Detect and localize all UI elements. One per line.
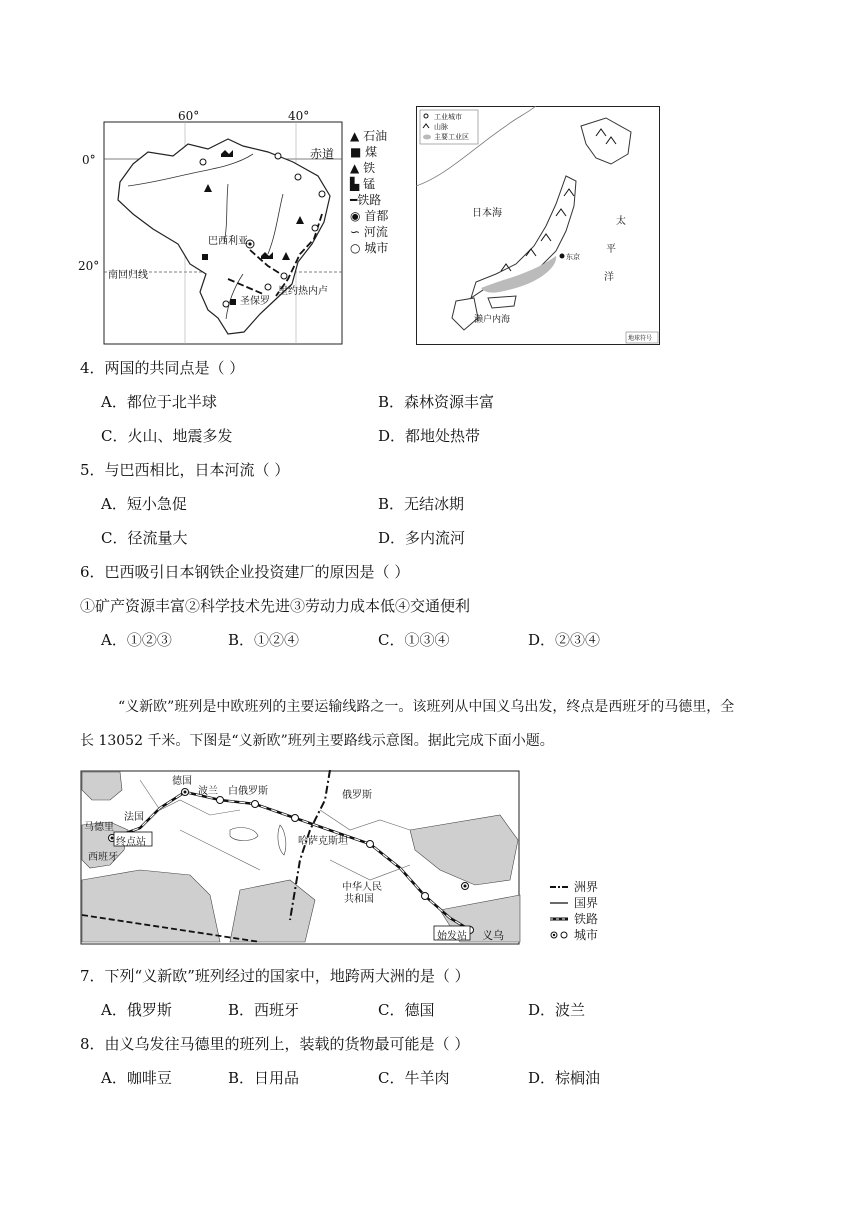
japan-legend-city: 工业城市 [434, 113, 462, 121]
q6-option-a[interactable]: A．①②③ [101, 631, 172, 649]
q7-option-c[interactable]: C．德国 [378, 1001, 435, 1019]
spain-label: 西班牙 [88, 852, 118, 863]
q8-option-c[interactable]: C．牛羊肉 [378, 1069, 450, 1087]
russia-label: 俄罗斯 [342, 790, 372, 801]
route-map [80, 770, 610, 948]
legend-capital [350, 208, 410, 224]
q7-option-a[interactable]: A．俄罗斯 [101, 1001, 172, 1019]
brazil-lon-60: 60° [178, 109, 200, 123]
china-label-2: 共和国 [344, 894, 374, 905]
madrid-label: 马德里 [84, 822, 114, 833]
start-label: 始发站 [437, 931, 467, 942]
manganese-icon: ▙ [350, 177, 360, 191]
japan-legend-industrial: 主要工业区 [434, 133, 469, 141]
legend-coal-label: 煤 [365, 145, 378, 159]
brazil-lat-20: 20° [78, 259, 100, 273]
legend-river-label: 河流 [363, 225, 388, 239]
brazil-lon-40: 40° [288, 109, 310, 123]
q6-option-b[interactable]: B．①②④ [228, 631, 300, 649]
q4-option-b[interactable]: B．森林资源丰富 [378, 393, 495, 411]
sea-of-japan-label: 日本海 [472, 208, 502, 219]
saopaulo-label: 圣保罗 [240, 296, 270, 307]
passage-line-2: 长 13052 千米。下图是“义新欧”班列主要路线示意图。据此完成下面小题。 [80, 733, 554, 749]
legend-railway-label: 铁路 [357, 193, 382, 207]
coal-square-icon: ■ [350, 145, 362, 159]
oil-triangle-icon: ▲ [350, 129, 360, 143]
belarus-label: 白俄罗斯 [228, 786, 268, 797]
q6-items: ①矿产资源丰富②科学技术先进③劳动力成本低④交通便利 [80, 597, 471, 615]
q4-option-d[interactable]: D．都地处热带 [378, 427, 481, 445]
q7-stem: 7．下列“义新欧”班列经过的国家中，地跨两大洲的是（ ） [80, 967, 470, 985]
legend-oil [350, 128, 410, 144]
legend-iron-label: 铁 [363, 161, 376, 175]
legend-manganese-label: 锰 [363, 177, 376, 191]
legend-river [350, 224, 410, 240]
q8-option-d[interactable]: D．棕榈油 [528, 1069, 601, 1087]
brazil-map [78, 104, 408, 348]
q8-option-a[interactable]: A．咖啡豆 [101, 1069, 172, 1087]
legend-city-label: 城市 [364, 241, 389, 255]
legend-city [350, 240, 410, 256]
brasilia-label: 巴西利亚 [208, 236, 248, 247]
legend-capital-label: 首都 [364, 209, 389, 223]
china-label-1: 中华人民 [342, 882, 382, 893]
kazakhstan-label: 哈萨克斯坦 [298, 836, 348, 847]
river-icon: ∽ [350, 225, 361, 239]
q6-option-d[interactable]: D．②③④ [528, 631, 601, 649]
tropic-label: 南回归线 [108, 270, 148, 281]
q7-option-d[interactable]: D．波兰 [528, 1001, 586, 1019]
pacific-label-1: 太 [616, 216, 626, 227]
q5-option-d[interactable]: D．多内流河 [378, 529, 466, 547]
germany-label: 德国 [172, 776, 192, 787]
pacific-label-3: 洋 [604, 272, 614, 283]
equator-label: 赤道 [310, 147, 335, 161]
iron-triangle-icon: ▲ [350, 161, 360, 175]
tokyo-label: 东京 [566, 253, 580, 261]
legend-continent-label: 洲界 [574, 880, 599, 894]
legend-border-label: 国界 [574, 896, 599, 910]
terminal-label: 终点站 [116, 837, 146, 848]
q6-option-c[interactable]: C．①③④ [378, 631, 450, 649]
railway-icon: ━ [350, 193, 358, 207]
legend-oil-label: 石油 [363, 129, 388, 143]
passage-line-1: “义新欧”班列是中欧班列的主要运输线路之一。该班列从中国义乌出发，终点是西班牙的马德里，全 [118, 699, 735, 715]
legend-railway [350, 192, 410, 208]
france-label: 法国 [124, 812, 144, 823]
rio-label: 里约热内卢 [278, 286, 328, 297]
japan-map [416, 106, 660, 346]
legend-manganese [350, 176, 410, 192]
capital-icon: ◉ [350, 209, 361, 223]
pacific-label-2: 平 [606, 244, 616, 255]
poland-label: 波兰 [198, 786, 218, 797]
q4-option-a[interactable]: A．都位于北半球 [101, 393, 217, 411]
q6-stem: 6．巴西吸引日本钢铁企业投资建厂的原因是（ ） [80, 563, 410, 581]
q4-stem: 4．两国的共同点是（ ） [80, 359, 245, 377]
legend-coal [350, 144, 410, 160]
q8-stem: 8．由义乌发往马德里的班列上，装载的货物最可能是（ ） [80, 1035, 470, 1053]
city-icon: ○ [350, 241, 361, 255]
inland-sea-label: 濑户内海 [474, 315, 511, 325]
yiwu-label: 义乌 [482, 929, 504, 942]
q8-option-b[interactable]: B．日用品 [228, 1069, 300, 1087]
q4-option-c[interactable]: C．火山、地震多发 [101, 427, 233, 445]
japan-legend-mountain: 山脉 [434, 123, 448, 131]
brazil-legend [350, 128, 410, 256]
map-stamp: 地球符号 [628, 335, 653, 342]
q5-option-a[interactable]: A．短小急促 [101, 495, 187, 513]
q5-option-c[interactable]: C．径流量大 [101, 529, 188, 547]
legend-iron [350, 160, 410, 176]
q5-stem: 5．与巴西相比，日本河流（ ） [80, 461, 290, 479]
q5-option-b[interactable]: B．无结冰期 [378, 495, 465, 513]
legend-railway-label: 铁路 [574, 912, 599, 926]
legend-city-label: 城市 [574, 928, 599, 942]
q7-option-b[interactable]: B．西班牙 [228, 1001, 300, 1019]
brazil-lat-0: 0° [82, 153, 96, 167]
